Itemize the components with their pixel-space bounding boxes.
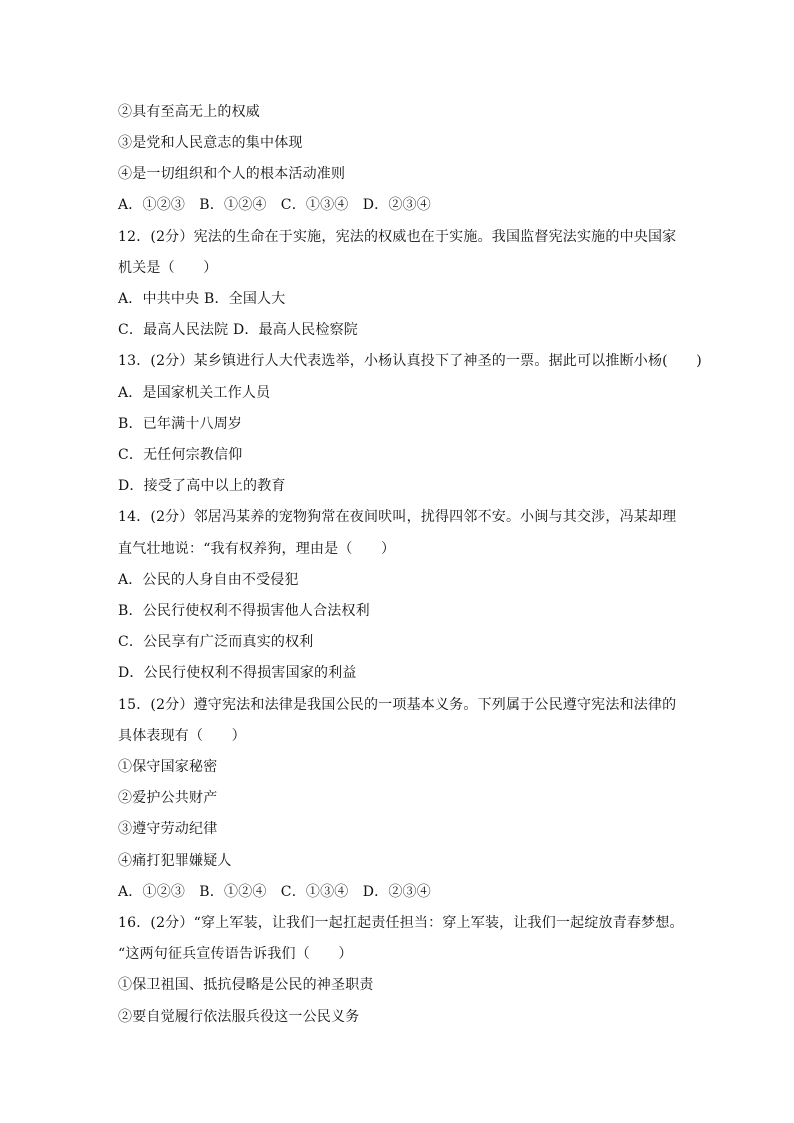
question-14: 14．(2分）邻居冯某养的宠物狗常在夜间吠叫，扰得四邻不安。小闽与其交涉，冯某却理 <box>118 509 677 525</box>
question-15-continued: 具体表现有（ ） <box>118 728 246 744</box>
question-12-continued: 机关是（ ） <box>118 260 218 276</box>
option-line: ③遵守劳动纪律 <box>118 821 218 837</box>
answer-choice: D．公民行使权利不得损害国家的利益 <box>118 665 357 681</box>
answer-choices: A．中共中央 B．全国人大 <box>118 291 286 307</box>
option-line: ②要自觉履行依法服兵役这一公民义务 <box>118 1009 360 1025</box>
answer-choices: C．最高人民法院 D．最高人民检察院 <box>118 322 358 338</box>
question-16: 16．(2分）“穿上军装，让我们一起扛起责任担当：穿上军装，让我们一起绽放青春梦想。 <box>118 915 684 931</box>
answer-choice: A．公民的人身自由不受侵犯 <box>118 572 299 588</box>
question-12: 12．(2分）宪法的生命在于实施，宪法的权威也在于实施。我国监督宪法实施的中央国家 <box>118 229 677 245</box>
option-line: ④痛打犯罪嫌疑人 <box>118 853 232 869</box>
answer-choice: C．公民享有广泛而真实的权利 <box>118 634 314 650</box>
option-line: ②爱护公共财产 <box>118 790 218 806</box>
answer-choice: C．无任何宗教信仰 <box>118 447 243 463</box>
option-line: ③是党和人民意志的集中体现 <box>118 135 303 151</box>
option-line: ④是一切组织和个人的根本活动准则 <box>118 166 346 182</box>
question-14-continued: 直气壮地说：“我有权养狗，理由是（ ） <box>118 541 396 557</box>
option-line: ①保卫祖国、抵抗侵略是公民的神圣职责 <box>118 977 374 993</box>
question-15: 15．(2分）遵守宪法和法律是我国公民的一项基本义务。下列属于公民遵守宪法和法律的 <box>118 697 677 713</box>
question-16-continued: “这两句征兵宣传语告诉我们（ ） <box>118 946 353 962</box>
option-line: ②具有至高无上的权威 <box>118 104 260 120</box>
answer-choices: A．①②③ B．①②④ C．①③④ D．②③④ <box>118 197 431 213</box>
answer-choice: D．接受了高中以上的教育 <box>118 478 286 494</box>
answer-choice: B．已年满十八周岁 <box>118 416 243 432</box>
question-13: 13．(2分）某乡镇进行人大代表选举，小杨认真投下了神圣的一票。据此可以推断小杨( ) <box>118 353 702 369</box>
answer-choice: A．是国家机关工作人员 <box>118 385 271 401</box>
answer-choice: B．公民行使权利不得损害他人合法权利 <box>118 603 370 619</box>
option-line: ①保守国家秘密 <box>118 759 218 775</box>
answer-choices: A．①②③ B．①②④ C．①③④ D．②③④ <box>118 884 431 900</box>
